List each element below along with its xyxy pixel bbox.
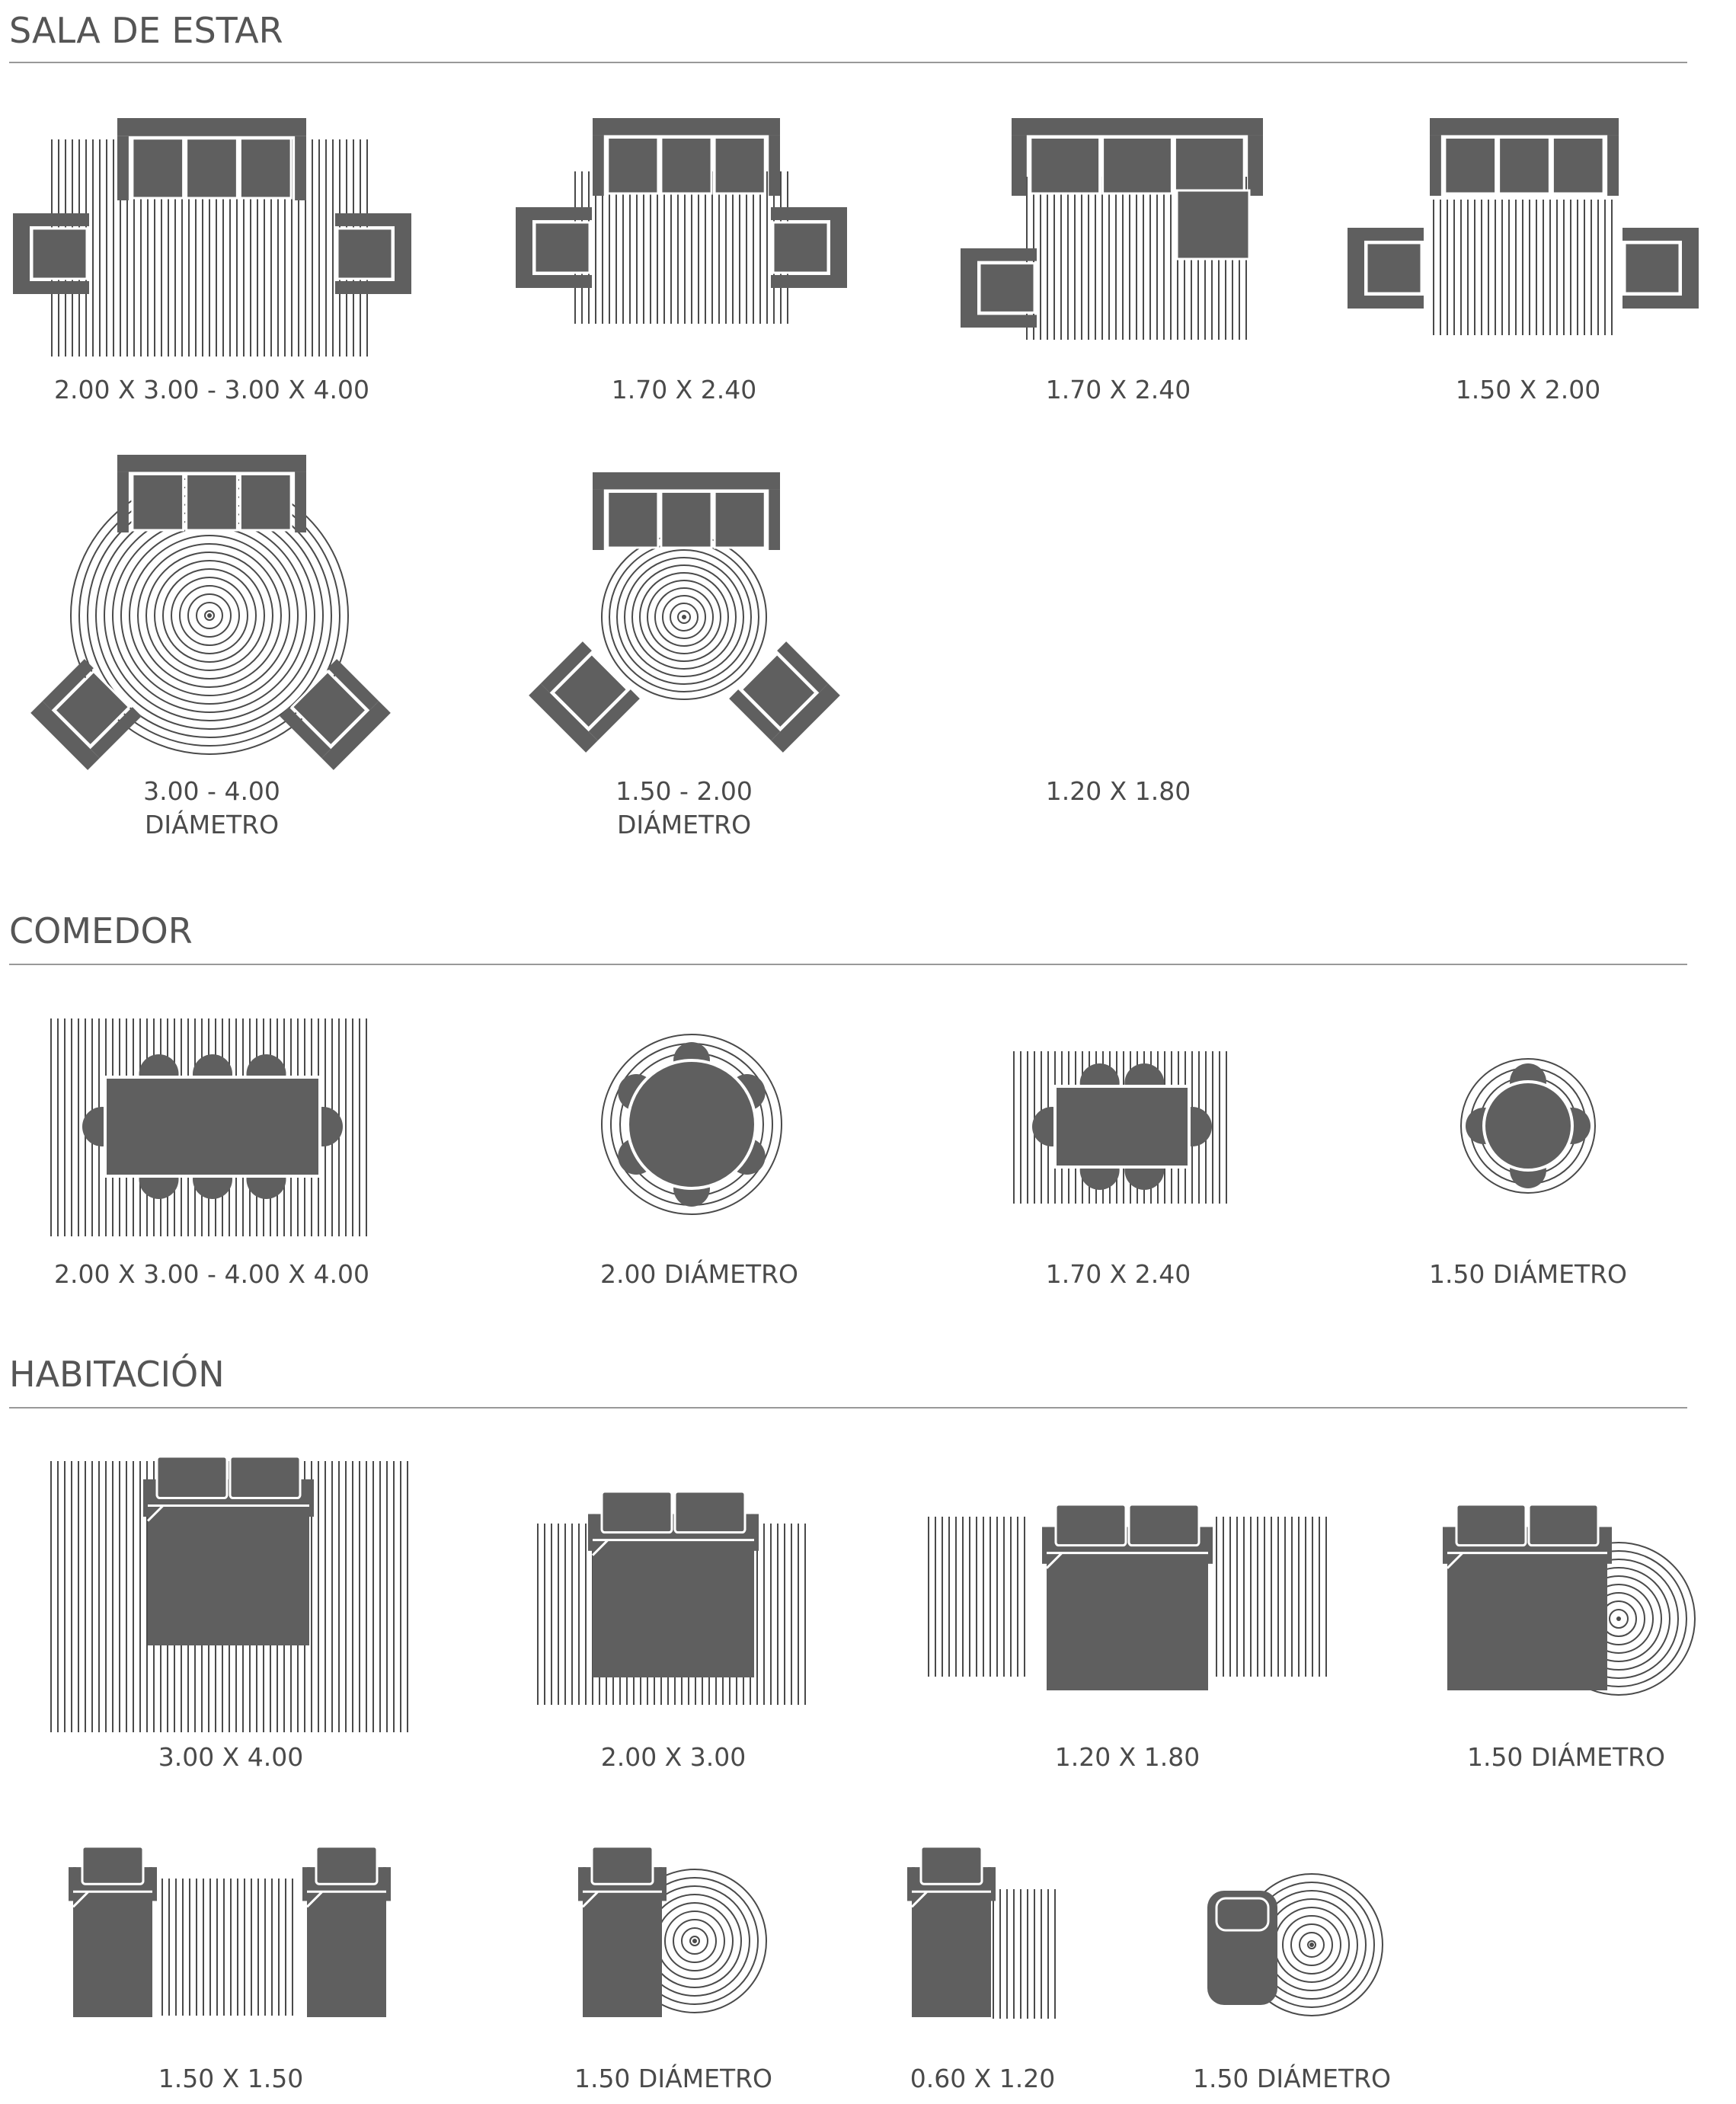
caption-habitacion-1: 3.00 X 4.00 [158,1742,304,1772]
sala-item-6 [529,472,840,753]
pillow [157,1456,227,1498]
round-table [628,1060,756,1188]
armchair-back [830,207,847,288]
bed-headboard [69,1867,76,1901]
armchair-seat [773,222,828,273]
dining-table [1055,1086,1189,1167]
rug-stripes [1216,1517,1326,1677]
caption-sala-6-line1: 1.50 - 2.00 [615,776,753,806]
caption-comedor-4: 1.50 DIÁMETRO [1428,1259,1628,1289]
sofa-arm [769,489,780,550]
armchair-arm [1364,228,1424,241]
sofa-cushion [187,139,238,198]
rug-stripes [929,1517,1025,1677]
sala-item-1 [13,118,411,357]
bed-headboard [143,1479,151,1517]
bed-headboard [302,1867,310,1901]
armchair-back [1682,228,1699,309]
sofa-cushion [1499,137,1550,193]
rug-stripes [1434,200,1612,335]
bed-headboard [907,1867,915,1901]
caption-habitacion-2: 2.00 X 3.00 [600,1742,747,1772]
sofa-cushion [1552,137,1603,193]
sofa-cushion [608,137,658,193]
caption-sala-3: 1.70 X 2.40 [1045,375,1191,404]
pillow [921,1847,982,1884]
bed-frame [148,1479,309,1645]
caption-habitacion-4: 1.50 DIÁMETRO [1466,1742,1666,1772]
armchair-seat [535,222,590,273]
bed [69,1847,157,2017]
caption-habitacion-8: 1.50 DIÁMETRO [1192,2064,1392,2093]
armchair-arm [771,207,830,220]
rug [1216,1517,1326,1677]
bed [578,1847,667,2017]
armchair [30,659,142,770]
bed-headboard [1042,1527,1050,1564]
comedor-item-4 [1461,1059,1595,1193]
armchair [1348,228,1424,309]
armchair-seat [337,229,392,279]
caption-habitacion-5: 1.50 X 1.50 [158,2064,304,2093]
rug-stripes [162,1879,293,2016]
round-dining-set [618,1042,765,1207]
armchair [1623,228,1699,309]
armchair [13,213,89,294]
bed [1042,1504,1213,1690]
sala-item-5 [30,455,391,770]
rug [993,1889,1055,2019]
sofa-back [117,455,306,472]
sofa [593,472,780,550]
caption-habitacion-7: 0.60 X 1.20 [910,2064,1056,2093]
pillow [1456,1504,1526,1546]
sofa-cushion [133,474,184,530]
sofa-arm [1430,135,1441,196]
bed-headboard [306,1479,314,1517]
comedor-item-2 [602,1034,782,1214]
section-habitacion [9,1354,1687,1408]
armchair [961,248,1037,328]
sofa-cushion [1445,137,1496,193]
armchair-seat [1367,243,1421,293]
comedor-item-1 [51,1018,366,1236]
armchair-back [1348,228,1364,309]
caption-comedor-2: 2.00 DIÁMETRO [599,1259,799,1289]
sofa-arm [769,135,780,196]
bed [907,1847,996,2017]
armchair-arm [335,281,395,294]
caption-sala-5-line2: DIÁMETRO [144,810,280,839]
rug-stripes [993,1889,1055,2019]
sofa-back [593,118,780,135]
sofa-arm [117,136,129,200]
armchair [516,207,592,288]
sofa-cushion [715,491,765,548]
caption-sala-1: 2.00 X 3.00 - 3.00 X 4.00 [54,375,369,404]
comedor-item-3 [1014,1051,1226,1204]
dining-set [82,1054,343,1199]
pillow [1056,1504,1126,1546]
armchair [529,641,640,753]
caption-sala-6-line2: DIÁMETRO [616,810,752,839]
rug-center [682,615,686,619]
sofa-cushion [240,474,291,530]
pillow [82,1847,143,1884]
habitacion-item-4 [1443,1504,1695,1695]
sofa-arm [1607,135,1619,196]
section-title: HABITACIÓN [9,1354,225,1395]
armchair-arm [1364,296,1424,309]
bed [143,1456,314,1645]
habitacion-item-5 [69,1847,391,2017]
rug-center [207,613,212,618]
bed-headboard [1604,1527,1612,1564]
bed-frame [307,1867,386,2017]
bed-headboard [149,1867,157,1901]
caption-sala-4: 1.50 X 2.00 [1455,375,1601,404]
sofa-back [1012,118,1263,135]
armchair-seat [1625,243,1680,293]
bed-frame [1447,1527,1607,1690]
round-rug [602,535,766,699]
pillow [675,1492,745,1533]
armchair-arm [977,315,1037,328]
pillow [592,1847,653,1884]
sofa-cushion [661,491,711,548]
armchair-back [395,213,411,294]
sofa [1430,118,1619,196]
sofa-arm [1248,135,1263,196]
armchair-arm [1623,296,1682,309]
sofa [117,118,306,200]
armchair-back [961,248,977,328]
habitacion-item-1 [51,1456,408,1732]
bed-frame [1047,1527,1208,1690]
sofa [1012,118,1263,196]
sofa-cushion [133,139,184,198]
caption-sala-5-line1: 3.00 - 4.00 [143,776,280,806]
section-sala-de-estar [9,10,1687,62]
section-comedor [9,910,1687,964]
sofa-arm [593,135,604,196]
caption-habitacion-6: 1.50 DIÁMETRO [574,2064,773,2093]
bed-headboard [383,1867,391,1901]
sofa [117,455,306,532]
sofa-cushion [187,474,238,530]
sofa-arm [593,489,604,550]
armchair [335,213,411,294]
bed-headboard [751,1514,759,1551]
caption-comedor-3: 1.70 X 2.40 [1045,1259,1191,1289]
pillow [1129,1504,1199,1546]
round-table [1484,1082,1572,1170]
sofa-arm [295,136,306,200]
armchair-arm [532,275,592,288]
habitacion-item-2 [538,1492,805,1705]
bed-frame [593,1514,754,1677]
bed-frame [73,1867,152,2017]
armchair-seat [980,264,1034,313]
rug [162,1879,293,2016]
bed-headboard [578,1867,586,1901]
rug-center [1309,1943,1314,1947]
habitacion-item-3 [929,1504,1326,1690]
dining-table [105,1077,320,1176]
section-title: SALA DE ESTAR [9,10,283,51]
armchair-seat [32,229,87,279]
armchair-back [13,213,30,294]
bed-frame [583,1867,662,2017]
armchair-arm [977,248,1037,261]
bed-headboard [1443,1527,1450,1564]
pillow [1529,1504,1598,1546]
sofa-back [1430,118,1619,135]
bed-headboard [588,1514,596,1551]
sofa-arm [295,472,306,532]
sofa-back [117,118,306,136]
caption-habitacion-3: 1.20 X 1.80 [1054,1742,1200,1772]
sofa-back [593,472,780,489]
sofa-cushion [1031,137,1100,193]
armchair-arm [335,213,395,226]
habitacion-item-6 [578,1847,766,2017]
sofa-cushion [240,139,291,198]
habitacion-item-8 [1207,1874,1383,2016]
sofa [593,118,780,196]
crib-pillow [1216,1898,1268,1930]
armchair-arm [771,275,830,288]
rug [929,1517,1025,1677]
sofa-arm [117,472,129,532]
rug [1434,200,1612,335]
sofa-arm [1012,135,1027,196]
bed-headboard [659,1867,667,1901]
sofa-cushion [715,137,765,193]
armchair [771,207,847,288]
bed [588,1492,759,1677]
pillow [316,1847,377,1884]
section-title: COMEDOR [9,910,193,951]
caption-sala-2: 1.70 X 2.40 [611,375,757,404]
sala-item-4 [1348,118,1699,335]
pillow [602,1492,672,1533]
bed [302,1847,391,2017]
armchair-arm [532,207,592,220]
sofa-cushion [661,137,711,193]
bed [1443,1504,1612,1690]
crib [1207,1891,1277,2005]
armchair-arm [30,281,89,294]
sala-item-2 [516,118,847,324]
bed-headboard [988,1867,996,1901]
pillow [230,1456,300,1498]
habitacion-item-7 [907,1847,1055,2019]
rug-center [692,1939,697,1943]
bed-frame [912,1867,991,2017]
sofa-cushion [1175,137,1244,193]
sofa-cushion [1103,137,1172,193]
ottoman [1177,190,1249,259]
caption-sala-7: 1.20 X 1.80 [1045,776,1191,806]
sofa-cushion [608,491,658,548]
rug-center [1616,1616,1621,1621]
round-dining-set [1466,1063,1591,1188]
armchair-arm [30,213,89,226]
bed-headboard [1205,1527,1213,1564]
armchair-arm [1623,228,1682,241]
caption-comedor-1: 2.00 X 3.00 - 4.00 X 4.00 [54,1259,369,1289]
sala-item-3 [961,118,1263,340]
armchair-back [516,207,532,288]
